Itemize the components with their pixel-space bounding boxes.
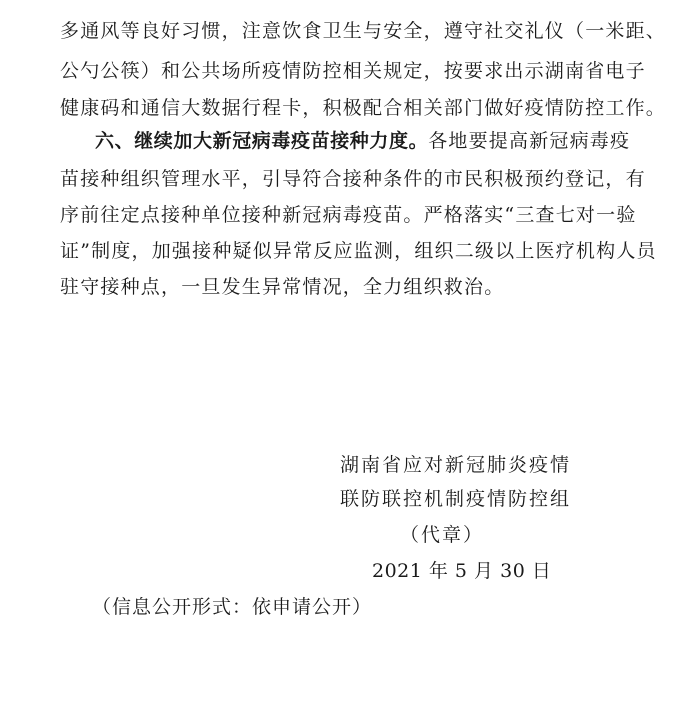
body-line: 多通风等良好习惯，注意饮食卫生与安全，遵守社交礼仪（一米距、 — [60, 20, 667, 42]
seal-note: （代章） — [400, 524, 485, 546]
section-heading: 六、继续加大新冠病毒疫苗接种力度。 — [95, 130, 429, 152]
disclosure-note: （信息公开形式：依申请公开） — [92, 596, 373, 618]
body-line: 健康码和通信大数据行程卡，积极配合相关部门做好疫情防控工作。 — [60, 97, 667, 119]
signature-date: 2021 年 5 月 30 日 — [372, 560, 552, 582]
body-line: 序前往定点接种单位接种新冠病毒疫苗。严格落实“三查七对一验 — [60, 204, 637, 226]
body-line: 证”制度，加强接种疑似异常反应监测，组织二级以上医疗机构人员 — [60, 240, 657, 262]
body-line: 苗接种组织管理水平，引导符合接种条件的市民积极预约登记，有 — [60, 168, 646, 190]
body-line: 驻守接种点，一旦发生异常情况，全力组织救治。 — [60, 276, 505, 298]
section-six-first-line — [95, 128, 665, 154]
body-line: 公勺公筷）和公共场所疫情防控相关规定，按要求出示湖南省电子 — [60, 60, 646, 82]
body-text: 各地要提高新冠病毒疫 — [428, 130, 631, 152]
signature-org-line1: 湖南省应对新冠肺炎疫情 — [340, 454, 572, 476]
signature-org-line2: 联防联控机制疫情防控组 — [340, 488, 572, 510]
